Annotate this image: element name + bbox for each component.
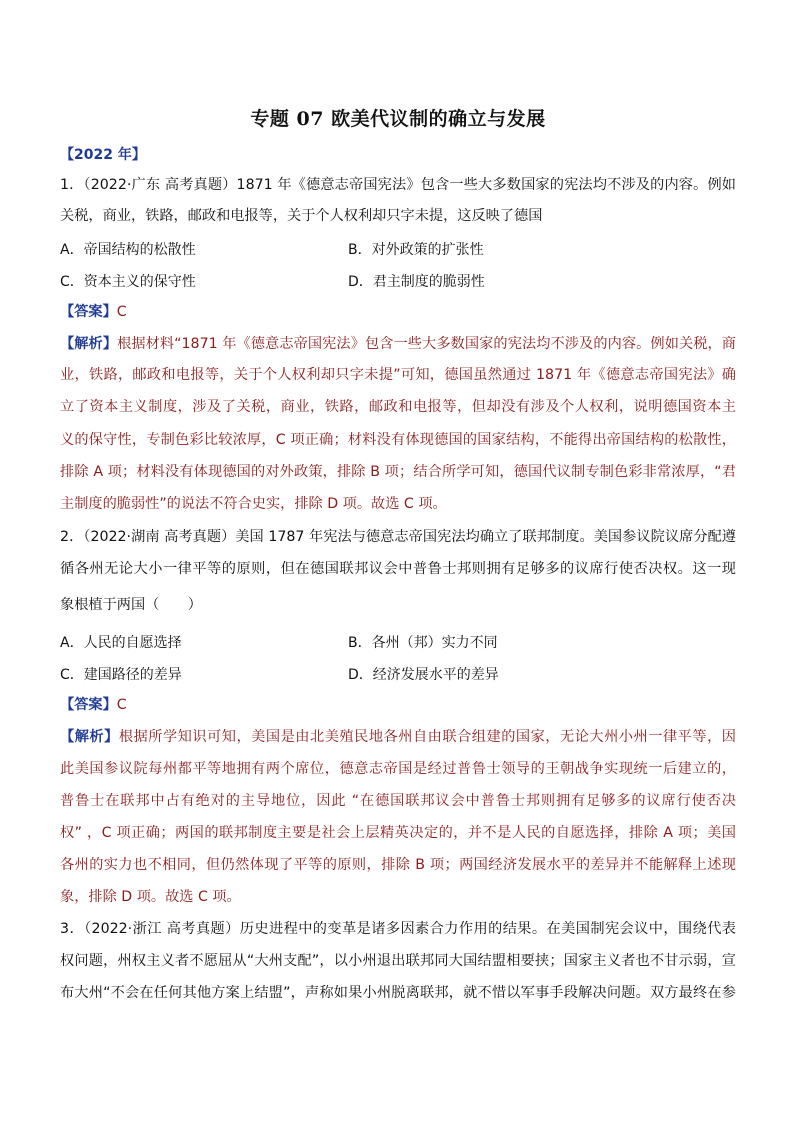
q1-option-a: A．帝国结构的松散性: [60, 242, 196, 258]
q2-analysis-line-5: 各州的实力也不相同，但仍然体现了平等的原则，排除 B 项；两国经济发展水平的差异并不能解释上述现: [60, 857, 736, 873]
q2-answer-value: C: [116, 697, 127, 713]
q1-answer: [60, 302, 127, 322]
q1-stem-line-2: 关税，商业，铁路，邮政和电报等，关于个人权利却只字未提，这反映了德国: [60, 208, 543, 224]
page-title: 专题 07 欧美代议制的确立与发展: [250, 108, 546, 130]
q1-answer-tag: 【答案】: [60, 304, 117, 320]
q1-option-b: B．对外政策的扩张性: [348, 242, 484, 258]
q2-stem-line-1: 2．（2022·湖南 高考真题）美国 1787 年宪法与德意志帝国宪法均确立了联邦制度。美国参议院议席分配遵: [60, 529, 736, 545]
q1-analysis-line-3: 立了资本主义制度，涉及了关税，商业，铁路，邮政和电报等，但却没有涉及个人权利，说明德国资本主: [60, 399, 736, 415]
q1-analysis-line-5: 排除 A 项；材料没有体现德国的对外政策，排除 B 项；结合所学可知，德国代议制专制色彩非常浓厚，“君: [60, 464, 736, 480]
q3-stem-line-2: 权问题，州权主义者不愿屈从“大州支配”，以小州退出联邦同大国结盟相要挟；国家主义者也不甘示弱，宣: [60, 953, 736, 969]
q2-option-d: D．经济发展水平的差异: [348, 667, 499, 683]
q2-analysis-line-4: 权” ，C 项正确；两国的联邦制度主要是社会上层精英决定的，并不是人民的自愿选择，排除 A 项；美国: [60, 825, 736, 841]
q1-answer-value: C: [116, 304, 127, 320]
q1-stem-line-1: 1．（2022·广东 高考真题）1871 年《德意志帝国宪法》包含一些大多数国家的宪法均不涉及的内容。例如: [60, 177, 736, 193]
q3-stem-line-1: 3．（2022·浙江 高考真题）历史进程中的变革是诸多因素合力作用的结果。在美国制宪会议中，围绕代表: [60, 921, 736, 937]
q2-answer-tag: 【答案】: [60, 697, 117, 713]
q1-option-c: C．资本主义的保守性: [60, 274, 196, 290]
q1-analysis-line-6: 主制度的脆弱性”的说法不符合史实，排除 D 项。故选 C 项。: [60, 496, 447, 512]
q1-analysis-line-2: 业，铁路，邮政和电报等，关于个人权利却只字未提”可知，德国虽然通过 1871 年《德意志帝国宪法》确: [60, 367, 736, 383]
q3-stem-line-3: 布大州“不会在任何其他方案上结盟”，声称如果小州脱离联邦，就不惜以军事手段解决问题。双方最终在参: [60, 985, 736, 1001]
q2-option-a: A．人民的自愿选择: [60, 635, 182, 651]
q2-option-b: B．各州（邦）实力不同: [348, 635, 498, 651]
q2-stem-line-3: 象根植于两国（ ）: [60, 597, 202, 613]
q2-analysis-line-6: 象，排除 D 项。故选 C 项。: [60, 889, 241, 905]
q1-option-d: D．君主制度的脆弱性: [348, 274, 485, 290]
q2-analysis-line-3: 普鲁士在联邦中占有绝对的主导地位，因此 “在德国联邦议会中普鲁士邦则拥有足够多的议席行使否决: [60, 793, 736, 809]
q2-option-c: C．建国路径的差异: [60, 667, 182, 683]
q1-analysis-line-1: [60, 334, 736, 354]
year-header: 【2022 年】: [60, 147, 146, 163]
q1-analysis-tag: 【解析】: [60, 336, 118, 352]
q1-analysis-text-1: 根据材料“1871 年《德意志帝国宪法》包含一些大多数国家的宪法均不涉及的内容。例如关税，商: [117, 336, 736, 352]
q2-analysis-tag: 【解析】: [60, 729, 119, 745]
q2-analysis-line-1: [60, 727, 736, 747]
q2-analysis-line-2: 此美国参议院每州都平等地拥有两个席位，德意志帝国是经过普鲁士领导的王朝战争实现统一后建立的，: [60, 761, 736, 777]
q1-analysis-line-4: 义的保守性，专制色彩比较浓厚，C 项正确；材料没有体现德国的国家结构，不能得出帝国结构的松散性，: [60, 432, 736, 448]
q2-stem-line-2: 循各州无论大小一律平等的原则，但在德国联邦议会中普鲁士邦则拥有足够多的议席行使否决权。这一现: [60, 561, 736, 577]
q2-answer: [60, 695, 127, 715]
q2-analysis-text-1: 根据所学知识可知，美国是由北美殖民地各州自由联合组建的国家，无论大州小州一律平等，因: [118, 729, 736, 745]
